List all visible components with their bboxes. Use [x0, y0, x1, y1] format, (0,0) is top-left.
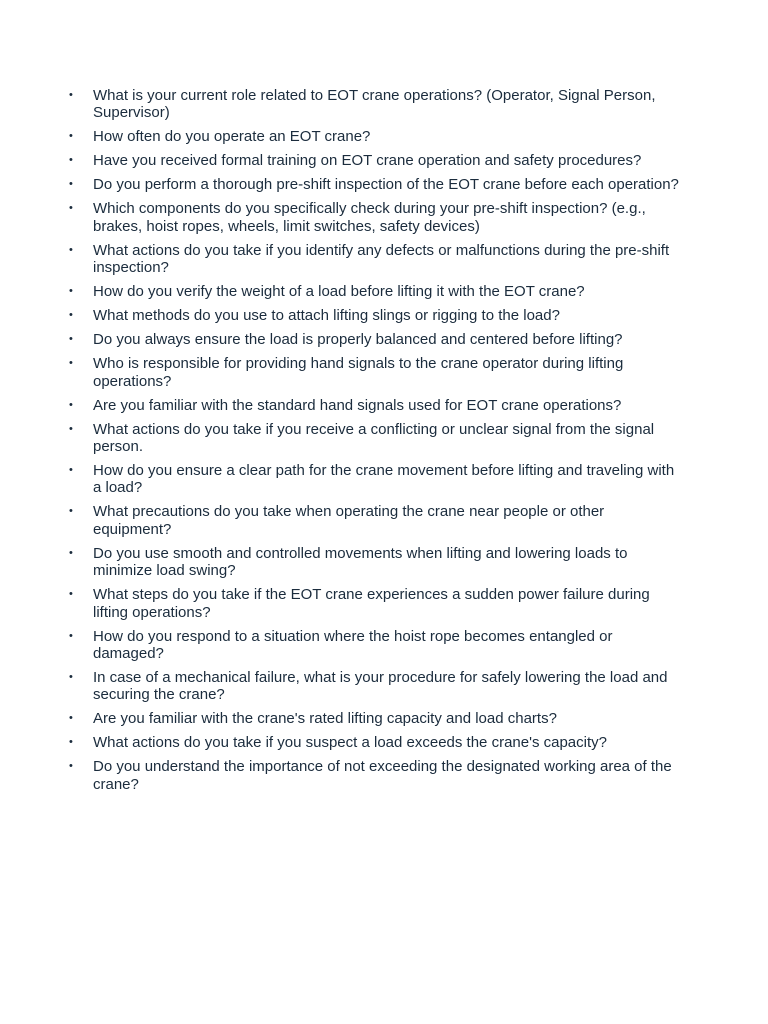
- question-text: Have you received formal training on EOT crane operation and safety procedures?: [93, 152, 642, 170]
- question-item: [0, 87, 768, 122]
- question-text: Are you familiar with the crane's rated lifting capacity and load charts?: [93, 710, 557, 728]
- question-text: How do you ensure a clear path for the crane movement before lifting and traveling with a load?: [93, 462, 675, 497]
- question-text: Do you understand the importance of not exceeding the designated working area of the crane?: [93, 758, 672, 793]
- question-item: [0, 545, 768, 580]
- question-item: [0, 710, 768, 727]
- question-text: How do you respond to a situation where the hoist rope becomes entangled or damaged?: [93, 627, 613, 663]
- question-text: What precautions do you take when operating the crane near people or other equipment?: [93, 503, 605, 538]
- bullet-icon: •: [69, 629, 73, 642]
- question-item: [0, 734, 768, 751]
- question-item: [0, 397, 768, 414]
- question-text: What steps do you take if the EOT crane experiences a sudden power failure during lifting operations?: [93, 586, 650, 621]
- bullet-icon: •: [69, 398, 73, 411]
- bullet-icon: •: [69, 333, 73, 346]
- question-item: [0, 200, 768, 235]
- bullet-icon: •: [69, 309, 73, 322]
- question-list: [0, 87, 768, 800]
- question-item: [0, 628, 768, 663]
- question-item: [0, 307, 768, 324]
- question-item: [0, 462, 768, 497]
- bullet-icon: •: [69, 357, 73, 370]
- bullet-icon: •: [69, 546, 73, 559]
- bullet-icon: •: [69, 89, 73, 101]
- question-text: What actions do you take if you identify any defects or malfunctions during the pre-shift inspection?: [93, 241, 670, 277]
- question-text: Do you always ensure the load is properly balanced and centered before lifting?: [93, 331, 623, 349]
- question-text: What methods do you use to attach lifting slings or rigging to the load?: [93, 307, 560, 325]
- question-item: [0, 283, 768, 300]
- bullet-icon: •: [69, 202, 73, 215]
- bullet-icon: •: [69, 505, 73, 518]
- question-item: [0, 758, 768, 793]
- question-item: [0, 355, 768, 390]
- question-item: [0, 242, 768, 277]
- question-text: Do you perform a thorough pre-shift inspection of the EOT crane before each operation?: [93, 176, 679, 194]
- question-text: Do you use smooth and controlled movements when lifting and lowering loads to minimize load swing?: [93, 544, 628, 580]
- bullet-icon: •: [69, 464, 73, 477]
- question-text: Are you familiar with the standard hand signals used for EOT crane operations?: [93, 396, 622, 414]
- bullet-icon: •: [69, 130, 73, 143]
- question-item: [0, 586, 768, 621]
- bullet-icon: •: [69, 243, 73, 256]
- question-text: In case of a mechanical failure, what is your procedure for safely lowering the load and securing the crane?: [93, 669, 668, 704]
- question-text: How do you verify the weight of a load before lifting it with the EOT crane?: [93, 283, 585, 301]
- question-item: [0, 128, 768, 145]
- question-text: Who is responsible for providing hand signals to the crane operator during lifting operations?: [93, 355, 624, 390]
- question-item: [0, 503, 768, 538]
- question-text: How often do you operate an EOT crane?: [93, 128, 371, 146]
- bullet-icon: •: [69, 588, 73, 601]
- bullet-icon: •: [69, 154, 73, 167]
- question-text: What is your current role related to EOT crane operations? (Operator, Signal Person, Supervisor): [93, 87, 656, 122]
- bullet-icon: •: [69, 671, 73, 684]
- bullet-icon: •: [69, 422, 73, 435]
- question-item: [0, 669, 768, 704]
- question-item: [0, 152, 768, 169]
- question-item: [0, 176, 768, 193]
- bullet-icon: •: [69, 178, 73, 191]
- bullet-icon: •: [69, 760, 73, 773]
- bullet-icon: •: [69, 736, 73, 749]
- question-text: What actions do you take if you suspect a load exceeds the crane's capacity?: [93, 734, 607, 752]
- bullet-icon: •: [69, 712, 73, 725]
- question-item: [0, 331, 768, 348]
- question-text: Which components do you specifically check during your pre-shift inspection? (e.g., brakes, hoist ropes, wheels, limit switches, safety devices): [93, 200, 646, 235]
- bullet-icon: •: [69, 285, 73, 298]
- question-item: [0, 421, 768, 456]
- question-text: What actions do you take if you receive a conflicting or unclear signal from the signal person.: [93, 420, 655, 456]
